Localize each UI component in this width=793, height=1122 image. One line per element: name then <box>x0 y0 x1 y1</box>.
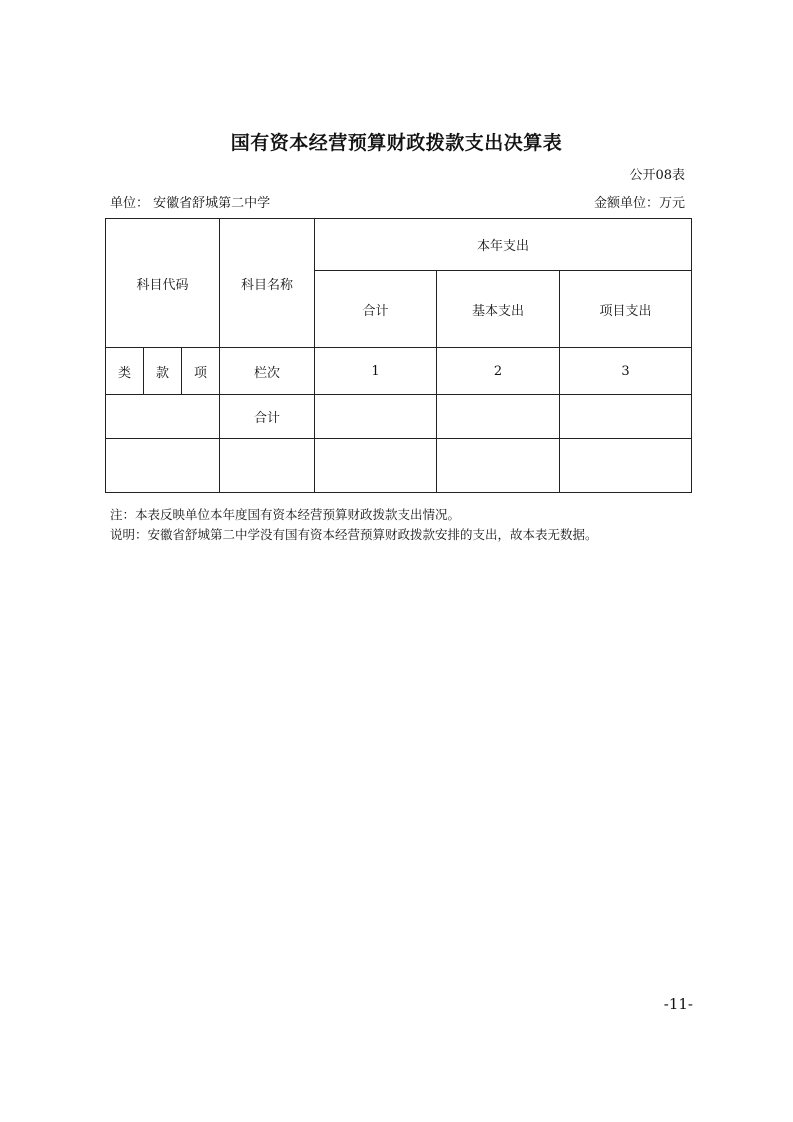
project-expenditure-header: 项目支出 <box>560 271 692 348</box>
row-project <box>560 439 692 493</box>
subject-name-header: 科目名称 <box>220 219 315 348</box>
table-row <box>106 439 692 493</box>
header-row <box>106 219 692 271</box>
row-name <box>220 439 315 493</box>
expenditure-table <box>105 218 692 493</box>
amount-unit: 金额单位：万元 <box>593 196 685 211</box>
column-index-1: 1 <box>315 348 437 395</box>
total-row-basic <box>437 395 560 439</box>
item-cell: 项 <box>182 348 220 395</box>
total-row-project <box>560 395 692 439</box>
table-explanation: 说明：安徽省舒城第二中学没有国有资本经营预算财政拨款安排的支出，故本表无数据。 <box>110 527 598 542</box>
reporting-unit: 单位： 安徽省舒城第二中学 <box>110 196 271 211</box>
row-total <box>315 439 437 493</box>
form-code: 公开08表 <box>629 168 685 183</box>
row-code <box>106 439 220 493</box>
category-cell: 类 <box>106 348 144 395</box>
subject-code-header: 科目代码 <box>106 219 220 348</box>
column-label-cell: 栏次 <box>220 348 315 395</box>
page-number: -11- <box>663 995 693 1013</box>
total-row-code <box>106 395 220 439</box>
current-year-expenditure-header: 本年支出 <box>315 219 692 271</box>
table-note: 注：本表反映单位本年度国有资本经营预算财政拨款支出情况。 <box>110 507 461 522</box>
index-row <box>106 348 692 395</box>
section-cell: 款 <box>144 348 182 395</box>
document-title: 国有资本经营预算财政拨款支出决算表 <box>230 132 563 154</box>
column-index-3: 3 <box>560 348 692 395</box>
total-row-total <box>315 395 437 439</box>
row-basic <box>437 439 560 493</box>
column-index-2: 2 <box>437 348 560 395</box>
basic-expenditure-header: 基本支出 <box>437 271 560 348</box>
total-header: 合计 <box>315 271 437 348</box>
total-row-label: 合计 <box>220 395 315 439</box>
total-row <box>106 395 692 439</box>
